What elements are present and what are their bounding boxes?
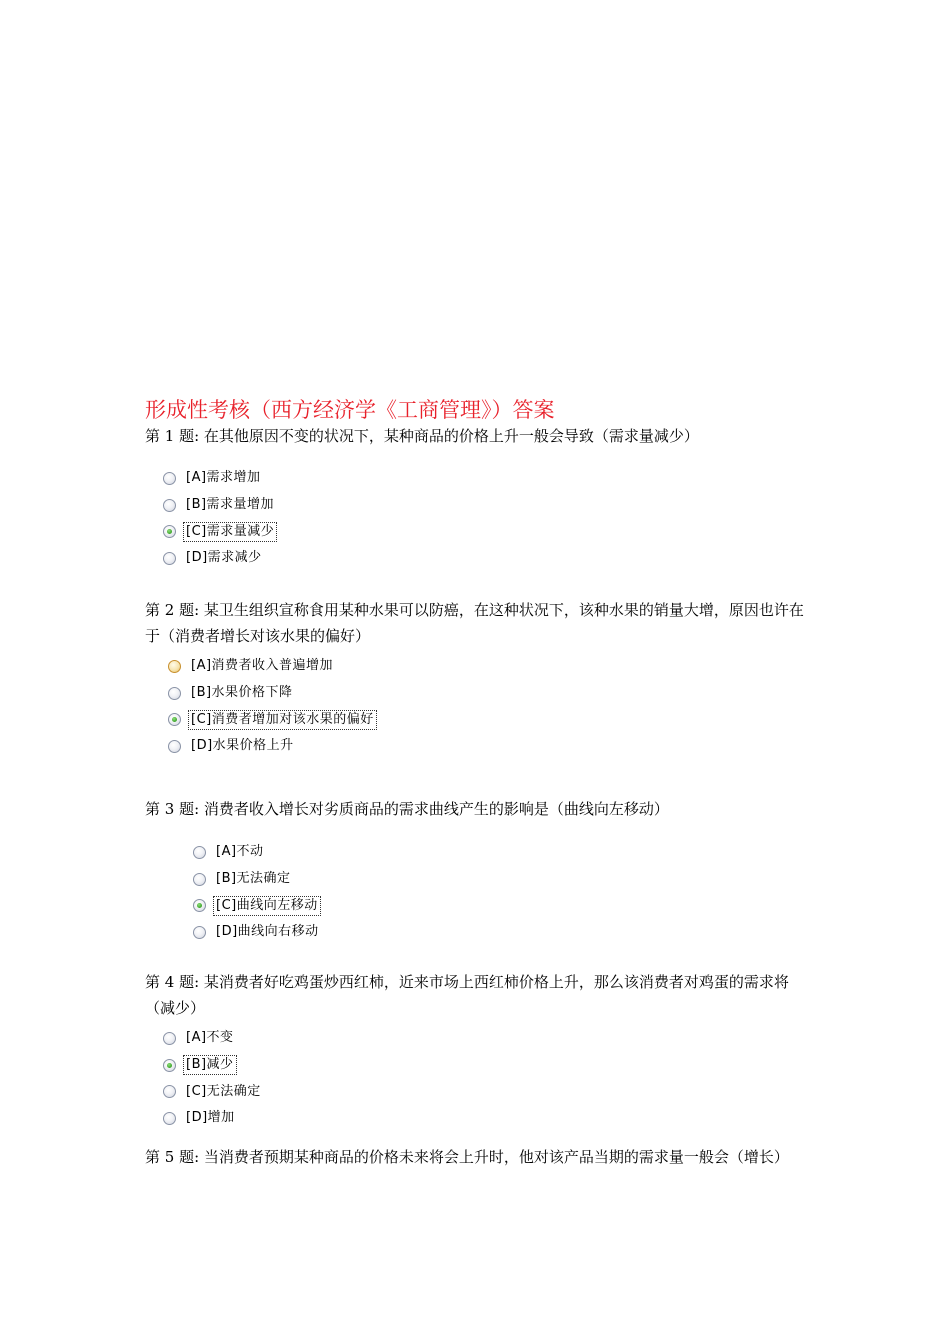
question-4-text: 第 4 题: 某消费者好吃鸡蛋炒西红柿，近来市场上西红柿价格上升，那么该消费者对鸡蛋的需求将（减少） (145, 973, 789, 1017)
option-label: [D]曲线向右移动 (216, 924, 319, 940)
question-2-options (168, 653, 376, 760)
option-label: [C]需求量减少 (186, 523, 275, 539)
radio-button[interactable] (193, 846, 206, 859)
radio-button[interactable] (163, 499, 176, 512)
radio-button[interactable] (163, 472, 176, 485)
question-3-text: 第 3 题: 消费者收入增长对劣质商品的需求曲线产生的影响是（曲线向左移动） (145, 800, 669, 818)
q2-option-a[interactable] (168, 653, 376, 680)
q1-option-c[interactable] (163, 518, 276, 545)
option-label: [D]增加 (186, 1110, 235, 1126)
option-label: [B]无法确定 (216, 871, 291, 887)
q4-option-d[interactable] (163, 1105, 263, 1132)
question-3-options (193, 839, 321, 946)
radio-button[interactable] (193, 926, 206, 939)
document-title: 形成性考核（西方经济学《工商管理》）答案 (145, 398, 555, 422)
q1-option-b[interactable] (163, 492, 276, 519)
radio-button-checked[interactable] (193, 899, 206, 912)
option-label: [C]曲线向左移动 (216, 897, 318, 913)
q1-option-a[interactable] (163, 465, 276, 492)
option-label: [A]消费者收入普遍增加 (191, 658, 334, 674)
option-label: [B]减少 (186, 1057, 234, 1073)
radio-button[interactable] (168, 740, 181, 753)
q4-option-b[interactable] (163, 1052, 263, 1079)
q3-option-b[interactable] (193, 866, 321, 893)
option-label: [B]需求量增加 (186, 497, 275, 513)
question-2-text: 第 2 题: 某卫生组织宣称食用某种水果可以防癌，在这种状况下，该种水果的销量大增，原因也许在于（消费者增长对该水果的偏好） (145, 601, 804, 645)
q3-option-d[interactable] (193, 919, 321, 946)
radio-button[interactable] (193, 873, 206, 886)
radio-button-hover[interactable] (168, 660, 181, 673)
question-5-text: 第 5 题: 当消费者预期某种商品的价格未来将会上升时，他对该产品当期的需求量一般会（增长） (145, 1148, 789, 1166)
question-1-text: 第 1 题: 在其他原因不变的状况下，某种商品的价格上升一般会导致（需求量减少） (145, 427, 699, 445)
question-4-options (163, 1025, 263, 1132)
option-label: [A]不动 (216, 844, 264, 860)
option-label: [A]需求增加 (186, 470, 261, 486)
radio-button[interactable] (163, 1085, 176, 1098)
q2-option-d[interactable] (168, 733, 376, 760)
option-label: [D]需求减少 (186, 550, 262, 566)
radio-button[interactable] (163, 552, 176, 565)
radio-button[interactable] (168, 687, 181, 700)
q1-option-d[interactable] (163, 545, 276, 572)
q4-option-a[interactable] (163, 1025, 263, 1052)
q4-option-c[interactable] (163, 1078, 263, 1105)
radio-button-checked[interactable] (163, 1059, 176, 1072)
option-label: [C]消费者增加对该水果的偏好 (191, 711, 374, 727)
radio-button-checked[interactable] (168, 713, 181, 726)
radio-button[interactable] (163, 1032, 176, 1045)
radio-button-checked[interactable] (163, 525, 176, 538)
q3-option-c[interactable] (193, 892, 321, 919)
q3-option-a[interactable] (193, 839, 321, 866)
question-1-options (163, 465, 276, 572)
q2-option-b[interactable] (168, 680, 376, 707)
q2-option-c[interactable] (168, 706, 376, 733)
radio-button[interactable] (163, 1112, 176, 1125)
option-label: [C]无法确定 (186, 1083, 261, 1099)
option-label: [B]水果价格下降 (191, 685, 293, 701)
option-label: [A]不变 (186, 1030, 234, 1046)
option-label: [D]水果价格上升 (191, 738, 294, 754)
